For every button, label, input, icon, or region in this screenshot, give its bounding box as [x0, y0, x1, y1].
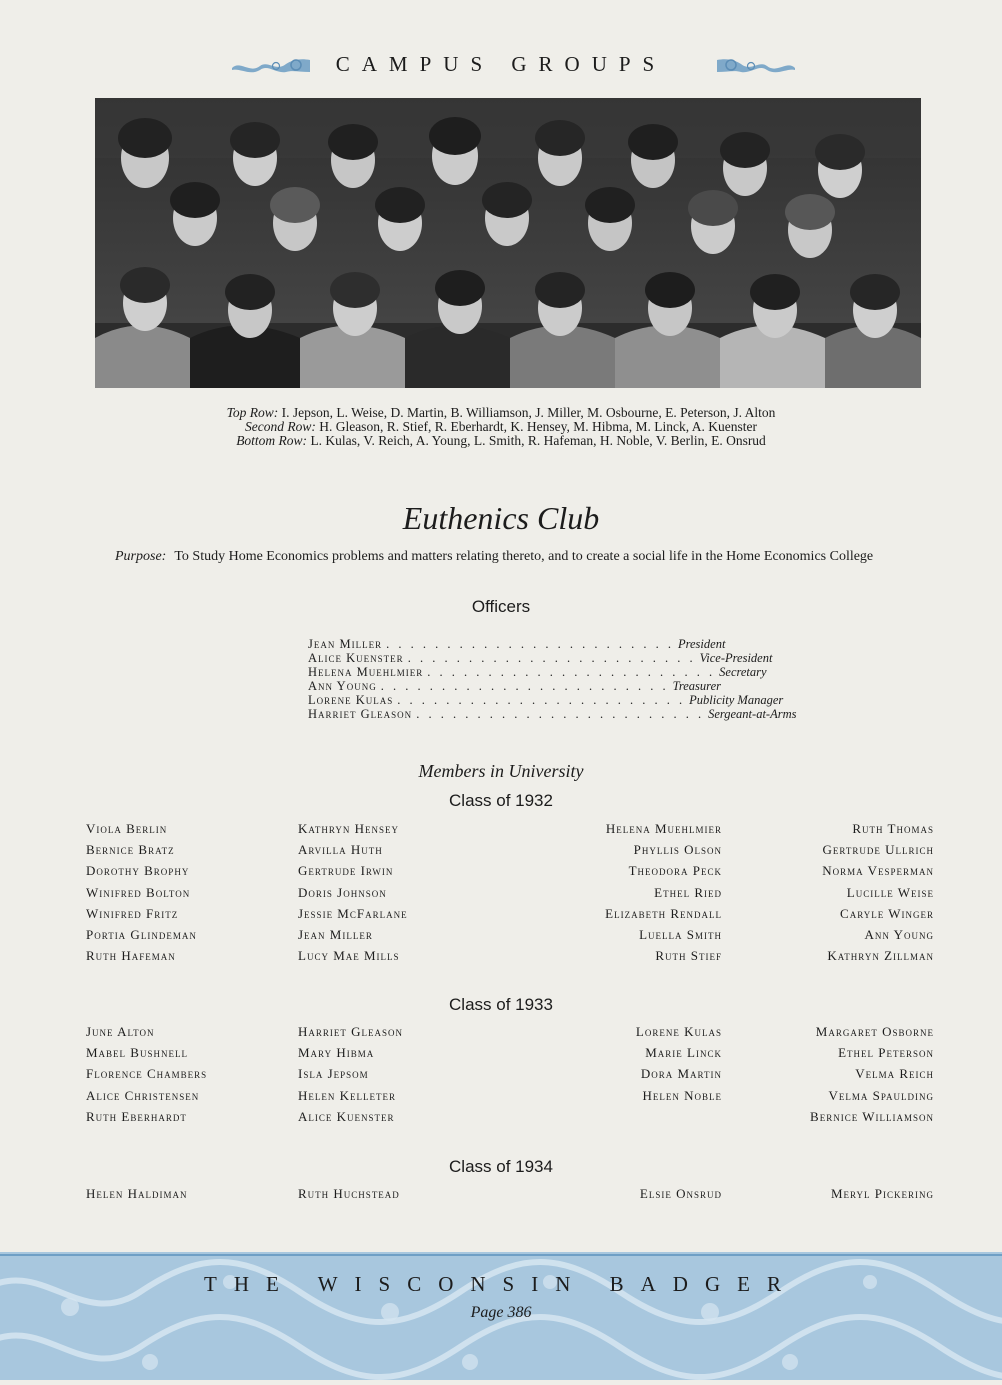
member-name: Ruth Huchstead — [298, 1186, 400, 1201]
officer-title: Sergeant-at-Arms — [708, 707, 797, 721]
club-purpose — [115, 549, 873, 565]
officer-name: Harriet Gleason — [308, 707, 413, 721]
class-1933-col2 — [298, 1021, 403, 1127]
member-name: Viola Berlin — [86, 821, 168, 836]
member-name: Norma Vesperman — [822, 863, 934, 879]
officer-row — [308, 651, 773, 665]
member-name: Portia Glindeman — [86, 926, 197, 942]
class-1933-col1 — [86, 1021, 207, 1127]
caption-second-label: Second Row: — [244, 419, 316, 434]
member-name: Elizabeth Rendall — [605, 905, 722, 921]
member-name: Gertrude Irwin — [298, 863, 394, 879]
group-photo — [95, 98, 921, 388]
member-name: Jessie McFarlane — [298, 905, 408, 921]
right-ornament-icon — [715, 54, 797, 76]
class-1932-col2 — [298, 818, 408, 966]
member-name: Margaret Osborne — [815, 1024, 934, 1039]
officer-title: Secretary — [719, 665, 767, 679]
member-name: Doris Johnson — [298, 884, 387, 900]
leader-dots: . . . . . . . . . . . . . . . . . . . . . . . . — [386, 637, 674, 651]
purpose-text: To Study Home Economics problems and matters relating thereto, and to create a social life in the Home Economics College — [174, 549, 874, 564]
class-1934-col4 — [734, 1183, 934, 1204]
member-name: Helena Muehlmier — [605, 821, 722, 836]
member-name: Elsie Onsrud — [639, 1186, 722, 1201]
footer-title: THE WISCONSIN BADGER — [204, 1272, 798, 1296]
member-name: Kathryn Zillman — [827, 948, 934, 964]
class-1934-heading: Class of 1934 — [449, 1157, 553, 1176]
member-name: Lucy Mae Mills — [298, 948, 400, 964]
member-name: Phyllis Olson — [633, 842, 722, 858]
class-1934-col3 — [522, 1183, 722, 1204]
officer-row — [308, 665, 767, 679]
officer-title: President — [677, 637, 726, 651]
officer-title: Treasurer — [672, 679, 721, 693]
class-1932-col3 — [522, 818, 722, 966]
member-name: Dora Martin — [640, 1066, 722, 1082]
member-name: Helen Noble — [642, 1087, 722, 1103]
member-name: Lorene Kulas — [635, 1024, 722, 1039]
officer-name: Lorene Kulas — [308, 693, 394, 707]
purpose-label: Purpose: — [115, 549, 167, 564]
member-name: Florence Chambers — [86, 1066, 208, 1082]
member-name: Velma Reich — [855, 1066, 934, 1082]
member-name: Theodora Peck — [628, 863, 722, 879]
class-1932-col4 — [734, 818, 934, 966]
member-name: Ann Young — [864, 926, 934, 942]
member-name: Winifred Bolton — [86, 884, 191, 900]
caption-bottom-row — [0, 434, 1002, 448]
member-name: Arvilla Huth — [298, 842, 383, 858]
member-name: Luella Smith — [639, 926, 722, 942]
footer-divider — [0, 1254, 1002, 1256]
member-name: Ruth Thomas — [852, 821, 934, 836]
member-name: Ruth Hafeman — [86, 948, 176, 964]
officer-row — [308, 707, 797, 721]
caption-second-names: H. Gleason, R. Stief, R. Eberhardt, K. Hensey, M. Hibma, M. Linck, A. Kuenster — [319, 419, 758, 434]
members-heading: Members in University — [418, 761, 584, 781]
member-name: Mary Hibma — [298, 1045, 375, 1061]
member-name: Bernice Bratz — [86, 842, 175, 858]
member-name: Kathryn Hensey — [298, 821, 400, 836]
member-name: Harriet Gleason — [298, 1024, 404, 1039]
leader-dots: . . . . . . . . . . . . . . . . . . . . . . . . — [407, 651, 696, 665]
leader-dots: . . . . . . . . . . . . . . . . . . . . . . . . — [397, 693, 686, 707]
member-name: Ruth Stief — [655, 948, 722, 964]
member-name: Jean Miller — [298, 926, 373, 942]
member-name: Ethel Ried — [654, 884, 722, 900]
member-name: Dorothy Brophy — [86, 863, 190, 879]
caption-top-row — [0, 406, 1002, 420]
class-1934-col1 — [86, 1183, 188, 1204]
officers-list — [308, 637, 797, 721]
officer-row — [308, 679, 721, 693]
member-name: June Alton — [86, 1024, 155, 1039]
member-name: Mabel Bushnell — [86, 1045, 188, 1061]
officer-row — [308, 693, 784, 707]
officer-title: Publicity Manager — [689, 693, 784, 707]
member-name: Helen Kelleter — [298, 1087, 397, 1103]
member-name: Meryl Pickering — [830, 1186, 934, 1201]
class-1933-col4 — [734, 1021, 934, 1127]
officer-name: Ann Young — [308, 679, 377, 693]
class-1934-col2 — [298, 1183, 400, 1204]
class-1932-heading: Class of 1932 — [449, 791, 553, 810]
member-name: Ruth Eberhardt — [86, 1108, 187, 1124]
page-number: Page 386 — [470, 1304, 532, 1321]
member-name: Marie Linck — [645, 1045, 722, 1061]
officers-heading: Officers — [471, 597, 531, 616]
club-title: Euthenics Club — [402, 500, 600, 536]
member-name: Helen Haldiman — [86, 1186, 188, 1201]
member-name: Alice Christensen — [86, 1087, 200, 1103]
officer-title: Vice-President — [699, 651, 773, 665]
caption-top-label: Top Row: — [226, 405, 279, 420]
page-header-title: CAMPUS GROUPS — [335, 52, 667, 76]
member-name: Alice Kuenster — [298, 1108, 395, 1124]
member-name: Ethel Peterson — [838, 1045, 934, 1061]
class-1933-heading: Class of 1933 — [449, 995, 553, 1014]
officer-name: Helena Muehlmier — [308, 665, 424, 679]
officer-name: Alice Kuenster — [308, 651, 404, 665]
class-1933-col3 — [522, 1021, 722, 1106]
member-name: Lucille Weise — [846, 884, 934, 900]
officer-name: Jean Miller — [308, 637, 383, 651]
member-name: Gertrude Ullrich — [822, 842, 934, 858]
officer-row — [308, 637, 726, 651]
class-1932-col1 — [86, 818, 197, 966]
member-name: Caryle Winger — [840, 905, 934, 921]
leader-dots: . . . . . . . . . . . . . . . . . . . . . . . . — [427, 665, 716, 679]
caption-bottom-names: L. Kulas, V. Reich, A. Young, L. Smith, R. Hafeman, H. Noble, V. Berlin, E. Onsrud — [310, 433, 766, 448]
member-name: Winifred Fritz — [86, 905, 179, 921]
member-name: Velma Spaulding — [828, 1087, 934, 1103]
leader-dots: . . . . . . . . . . . . . . . . . . . . . . . . — [416, 707, 705, 721]
caption-bottom-label: Bottom Row: — [236, 433, 308, 448]
member-name: Bernice Williamson — [810, 1108, 934, 1124]
leader-dots: . . . . . . . . . . . . . . . . . . . . . . . . — [380, 679, 669, 693]
caption-second-row — [0, 420, 1002, 434]
caption-top-names: I. Jepson, L. Weise, D. Martin, B. Williamson, J. Miller, M. Osbourne, E. Peterson, J. Alton — [281, 405, 776, 420]
member-name: Isla Jepsom — [298, 1066, 369, 1082]
